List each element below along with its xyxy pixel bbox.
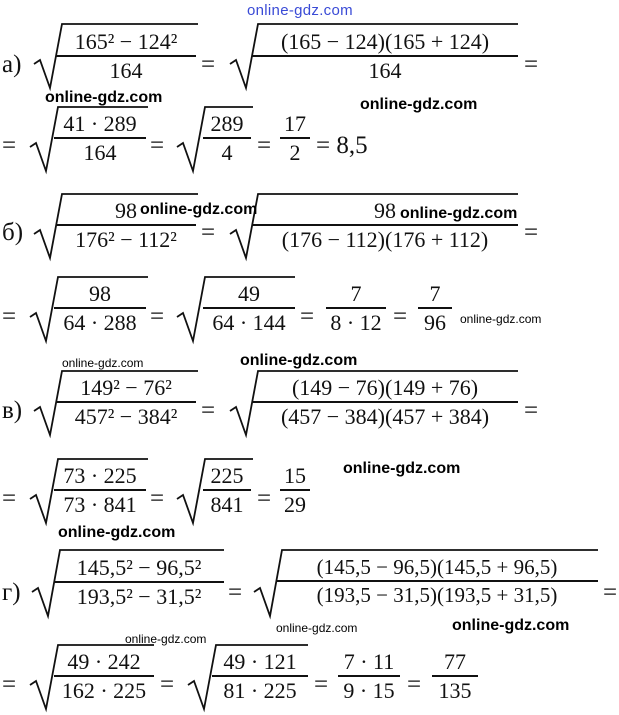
- equals-sign: =: [407, 671, 422, 698]
- numerator: (149 − 76)(149 + 76): [291, 375, 479, 400]
- equals-sign: =: [228, 579, 243, 606]
- denominator: 135: [438, 677, 472, 703]
- numerator: 165² − 124²: [74, 29, 178, 54]
- denominator: 8 · 12: [330, 309, 382, 335]
- watermark-link[interactable]: online-gdz.com: [45, 89, 163, 106]
- fraction-g2: [276, 556, 598, 606]
- denominator: 164: [368, 57, 402, 83]
- equals-sign: =: [603, 579, 618, 606]
- fraction-bar: [54, 675, 154, 677]
- fraction-v5: [280, 464, 310, 516]
- watermark-link[interactable]: online-gdz.com: [140, 201, 258, 218]
- fraction-v4: [203, 464, 251, 516]
- watermark-link[interactable]: online-gdz.com: [276, 621, 358, 635]
- watermark-link[interactable]: online-gdz.com: [460, 312, 542, 326]
- label-g: г): [2, 579, 21, 606]
- denominator: 64 · 288: [63, 309, 137, 335]
- numerator: 289: [210, 111, 244, 136]
- denominator: 4: [221, 139, 233, 165]
- fraction-v2: [252, 376, 518, 428]
- fraction-v1: [56, 376, 196, 428]
- watermark-link[interactable]: online-gdz.com: [240, 352, 358, 369]
- fraction-b5: [326, 282, 386, 334]
- denominator: 9 · 15: [343, 677, 395, 703]
- fraction-bar: [338, 675, 400, 677]
- fraction-bar: [212, 675, 308, 677]
- numerator: 7: [429, 281, 441, 306]
- numerator: 7 · 11: [343, 649, 395, 674]
- watermark-link[interactable]: online-gdz.com: [125, 632, 207, 646]
- numerator: 98: [115, 198, 137, 223]
- numerator: 49 · 242: [67, 649, 141, 674]
- denominator: 29: [284, 491, 306, 517]
- equals-sign: =: [524, 51, 539, 78]
- watermark-link[interactable]: online-gdz.com: [62, 356, 144, 370]
- label-b: б): [2, 219, 24, 246]
- fraction-b6: [418, 282, 452, 334]
- watermark-link[interactable]: online-gdz.com: [58, 524, 176, 541]
- denominator: 457² − 384²: [74, 403, 178, 429]
- fraction-bar: [280, 137, 310, 139]
- result-a: = 8,5: [316, 132, 368, 159]
- numerator: 41 · 289: [63, 111, 137, 136]
- equals-sign: =: [201, 219, 216, 246]
- equals-sign: =: [150, 303, 165, 330]
- fraction-bar: [326, 307, 386, 309]
- fraction-bar: [54, 489, 146, 491]
- numerator: 98: [374, 198, 396, 223]
- denominator: 64 · 144: [212, 309, 286, 335]
- denominator: (457 − 384)(457 + 384): [280, 403, 490, 429]
- equals-sign: =: [524, 397, 539, 424]
- fraction-a5: [280, 112, 310, 164]
- numerator: 17: [284, 111, 306, 136]
- label-a: а): [2, 51, 22, 78]
- numerator: 7: [350, 281, 362, 306]
- numerator: 149² − 76²: [80, 375, 172, 400]
- equals-sign: =: [201, 397, 216, 424]
- denominator: (193,5 − 31,5)(193,5 + 31,5): [316, 582, 558, 607]
- equals-sign: =: [300, 303, 315, 330]
- fraction-b4: [203, 282, 295, 334]
- equals-sign: =: [393, 303, 408, 330]
- watermark-top[interactable]: online-gdz.com: [247, 2, 353, 19]
- fraction-g1: [54, 556, 224, 608]
- numerator: 145,5² − 96,5²: [76, 555, 202, 580]
- numerator: 77: [444, 649, 466, 674]
- fraction-a4: [203, 112, 251, 164]
- fraction-bar: [54, 581, 224, 583]
- fraction-b3: [54, 282, 146, 334]
- fraction-bar: [203, 137, 251, 139]
- equals-sign: =: [524, 219, 539, 246]
- equals-sign: =: [2, 671, 17, 698]
- denominator: 73 · 841: [63, 491, 137, 517]
- fraction-a2: [252, 30, 518, 82]
- fraction-v3: [54, 464, 146, 516]
- equals-sign: =: [160, 671, 175, 698]
- denominator: 2: [289, 139, 301, 165]
- numerator: (145,5 − 96,5)(145,5 + 96,5): [316, 555, 558, 579]
- numerator: 73 · 225: [63, 463, 137, 488]
- fraction-bar: [432, 675, 478, 677]
- fraction-g6: [432, 650, 478, 702]
- watermark-link[interactable]: online-gdz.com: [400, 205, 518, 222]
- label-v: в): [2, 397, 23, 424]
- fraction-bar: [418, 307, 452, 309]
- fraction-bar: [276, 580, 598, 582]
- denominator: 164: [109, 57, 143, 83]
- denominator: 841: [210, 491, 244, 517]
- numerator: (165 − 124)(165 + 124): [280, 29, 490, 54]
- fraction-bar: [56, 224, 196, 226]
- denominator: 176² − 112²: [75, 226, 177, 252]
- denominator: 193,5² − 31,5²: [76, 583, 202, 609]
- equals-sign: =: [150, 485, 165, 512]
- denominator: 164: [83, 139, 117, 165]
- fraction-bar: [280, 489, 310, 491]
- fraction-bar: [54, 307, 146, 309]
- numerator: 49: [238, 281, 260, 306]
- equals-sign: =: [2, 132, 17, 159]
- equals-sign: =: [257, 485, 272, 512]
- fraction-g3: [54, 650, 154, 702]
- fraction-bar: [56, 401, 196, 403]
- equals-sign: =: [2, 303, 17, 330]
- equals-sign: =: [314, 671, 329, 698]
- fraction-bar: [252, 224, 518, 226]
- fraction-bar: [203, 307, 295, 309]
- numerator: 49 · 121: [223, 649, 297, 674]
- denominator: 96: [424, 309, 446, 335]
- equals-sign: =: [150, 132, 165, 159]
- equals-sign: =: [257, 132, 272, 159]
- watermark-link[interactable]: online-gdz.com: [343, 460, 461, 477]
- fraction-g5: [338, 650, 400, 702]
- watermark-link[interactable]: online-gdz.com: [360, 96, 478, 113]
- denominator: (176 − 112)(176 + 112): [281, 226, 489, 252]
- denominator: 81 · 225: [223, 677, 297, 703]
- equals-sign: =: [2, 485, 17, 512]
- fraction-a1: [56, 30, 196, 82]
- equals-sign: =: [201, 51, 216, 78]
- fraction-bar: [252, 55, 518, 57]
- numerator: 15: [284, 463, 306, 488]
- numerator: 98: [89, 281, 111, 306]
- fraction-bar: [54, 137, 146, 139]
- fraction-a3: [54, 112, 146, 164]
- denominator: 162 · 225: [61, 677, 147, 703]
- numerator: 225: [210, 463, 244, 488]
- fraction-bar: [252, 401, 518, 403]
- fraction-g4: [212, 650, 308, 702]
- fraction-bar: [203, 489, 251, 491]
- fraction-bar: [56, 55, 196, 57]
- watermark-link[interactable]: online-gdz.com: [452, 617, 570, 634]
